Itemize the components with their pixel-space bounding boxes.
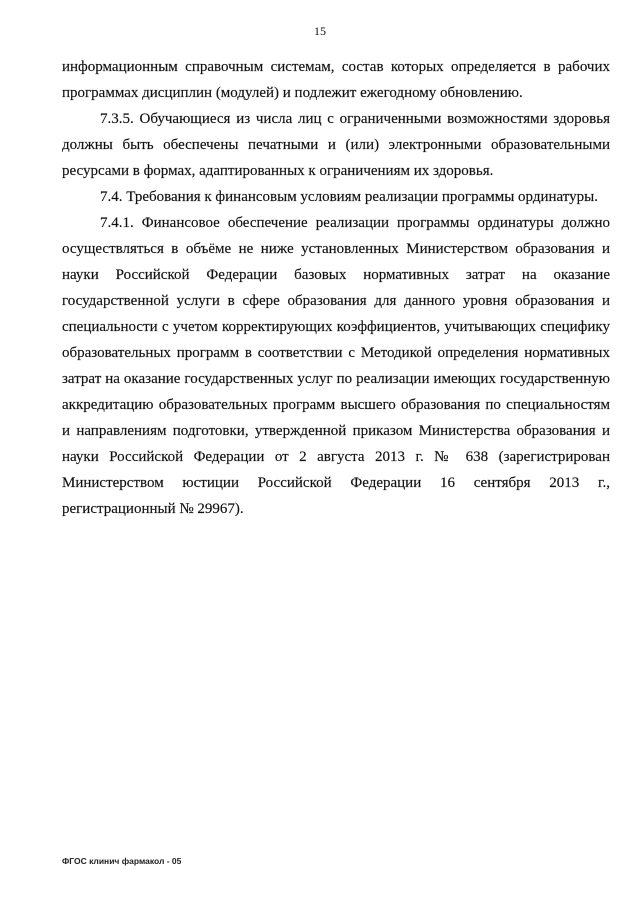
paragraph-7-4-1: 7.4.1. Финансовое обеспечение реализации программы ординатуры должно осуществляться в объёме не ниже установленных Министерством образования и науки Российской Федерации базовых нормативных затрат на оказание государственной услуги в сфере образования для данного уровня образования и специальности с учетом корректирующих коэффициентов, учитывающих специфику образовательных программ в соответствии с Методикой определения нормативных затрат на оказание государственных услуг по реализации имеющих государственную аккредитацию образовательных программ высшего образования по специальностям и направлениям подготовки, утвержденной приказом Министерства образования и науки Российской Федерации от 2 августа 2013 г. № 638 (зарегистрирован Министерством юстиции Российской Федерации 16 сентября 2013 г., регистрационный № 29967). [62, 215, 610, 517]
page-number: 15 [314, 24, 326, 38]
document-footer: ФГОС клинич фармакол - 05 [62, 856, 182, 866]
paragraph-7-3-5: 7.3.5. Обучающиеся из числа лиц с ограниченными возможностями здоровья должны быть обеспечены печатными и (или) электронными образовательными ресурсами в формах, адаптированных к ограничениям их здоровья. [62, 111, 610, 179]
paragraph-continuation: информационным справочным системам, состав которых определяется в рабочих программах дисциплин (модулей) и подлежит ежегодному обновлению. [62, 59, 610, 101]
paragraph-7-4: 7.4. Требования к финансовым условиям реализации программы ординатуры. [100, 189, 598, 205]
document-body [62, 54, 610, 522]
